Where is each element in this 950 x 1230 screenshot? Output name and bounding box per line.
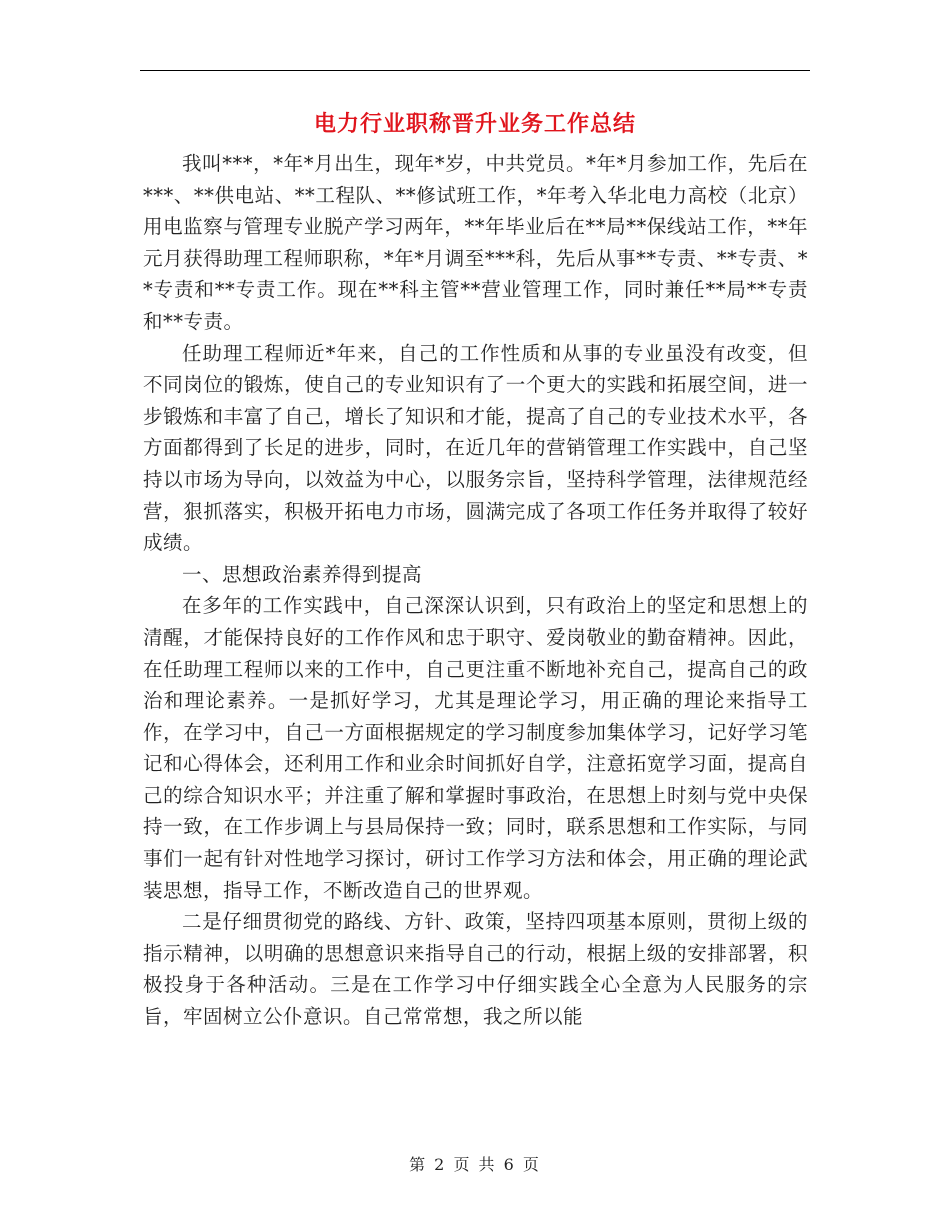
header-rule [140,70,810,71]
section-heading-political: 一、思想政治素养得到提高 [182,562,423,586]
paragraph-party-line: 二是仔细贯彻党的路线、方针、政策，坚持四项基本原则，贯彻上级的指示精神，以明确的思想意识来指导自己的行动，根据上级的安排部署，积极投身于各种活动。三是在工作学习中仔细实践全心全意为人民服务的宗旨，牢固树立公仆意识。自己常常想，我之所以能 [143,910,808,1029]
paragraph-intro: 我叫***，*年*月出生，现年*岁，中共党员。*年*月参加工作，先后在***、**供电站、**工程队、**修试班工作，*年考入华北电力高校（北京）用电监察与管理专业脱产学习两年，**年毕业后在**局**保线站工作，**年元月获得助理工程师职称，*年*月调至***科，先后从事**专责、**专责、**专责和**专责工作。现在**科主管**营业管理工作，同时兼任**局**专责和**专责。 [143,152,808,333]
paragraph-overview: 任助理工程师近*年来，自己的工作性质和从事的专业虽没有改变，但不同岗位的锻炼，使自己的专业知识有了一个更大的实践和拓展空间，进一步锻炼和丰富了自己，增长了知识和才能，提高了自己的专业技术水平，各方面都得到了长足的进步，同时，在近几年的营销管理工作实践中，自己坚持以市场为导向，以效益为中心，以服务宗旨，坚持科学管理，法律规范经营，狠抓落实，积极开拓电力市场，圆满完成了各项工作任务并取得了较好成绩。 [143,341,808,555]
paragraph-political-study: 在多年的工作实践中，自己深深认识到，只有政治上的坚定和思想上的清醒，才能保持良好的工作作风和忠于职守、爱岗敬业的勤奋精神。因此，在任助理工程师以来的工作中，自己更注重不断地补充自己，提高自己的政治和理论素养。一是抓好学习，尤其是理论学习，用正确的理论来指导工作，在学习中，自己一方面根据规定的学习制度参加集体学习，记好学习笔记和心得体会，还利用工作和业余时间抓好自学，注意拓宽学习面，提高自己的综合知识水平；并注重了解和掌握时事政治，在思想上时刻与党中央保持一致，在工作步调上与县局保持一致；同时，联系思想和工作实际，与同事们一起有针对性地学习探讨，研讨工作学习方法和体会，用正确的理论武装思想，指导工作，不断改造自己的世界观。 [143,594,808,902]
document-title: 电力行业职称晋升业务工作总结 [313,112,636,137]
page-number: 第 2 页 共 6 页 [409,1155,541,1174]
document-body [143,148,808,1033]
